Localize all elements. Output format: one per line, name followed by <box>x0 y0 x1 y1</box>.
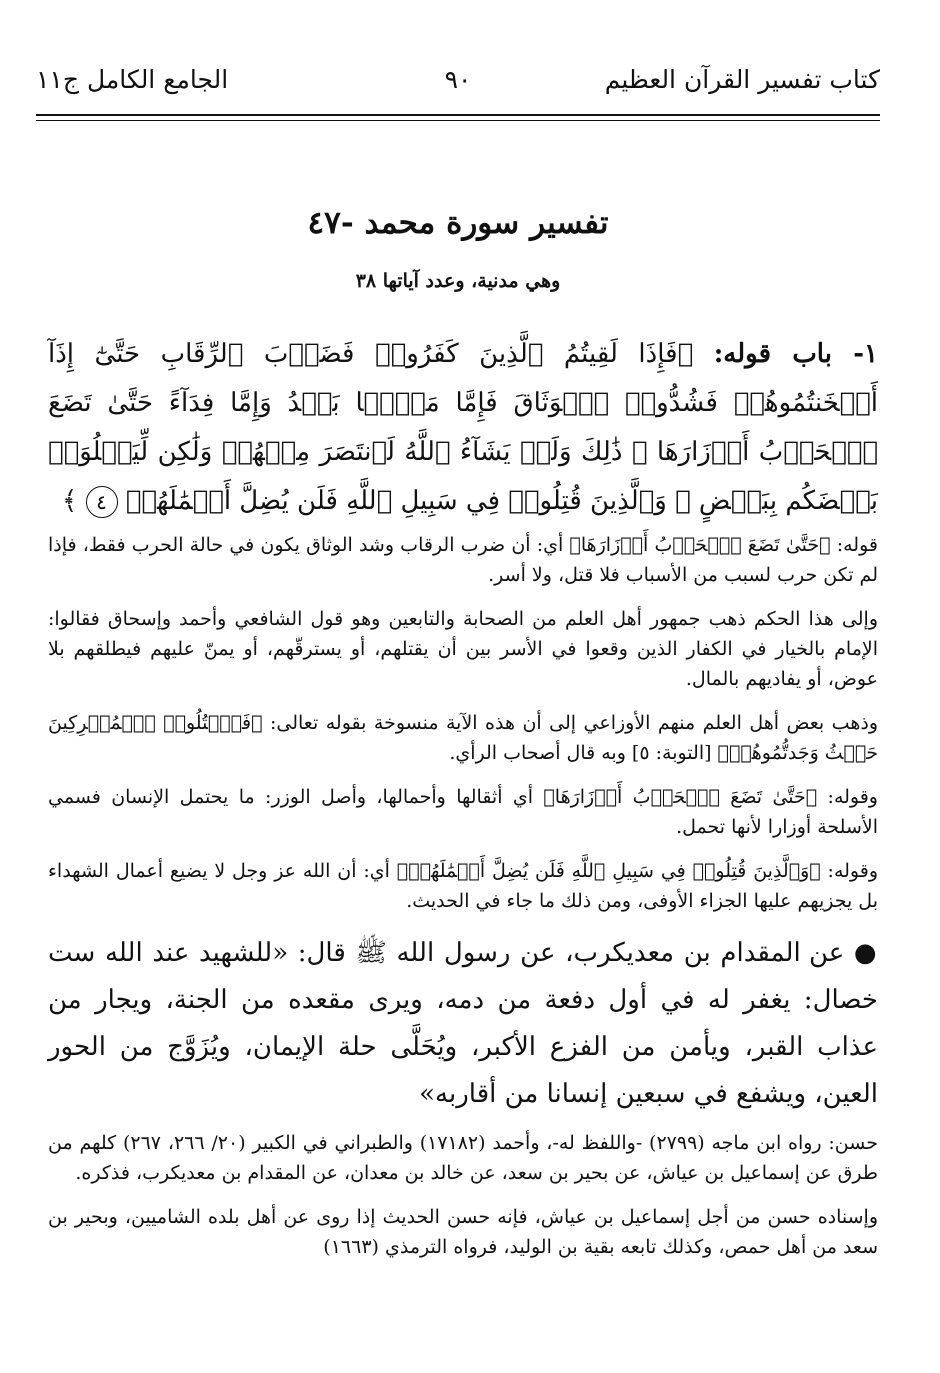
book-title: كتاب تفسير القرآن العظيم <box>604 65 880 94</box>
commentary-paragraph: وقوله: ﴿حَتَّىٰ تَضَعَ ٱلۡحَرۡبُ أَوۡزَارَهَا﴾ أي أثقالها وأحمالها، وأصل الوزر: ما يحتمل الإنسان فسمي الأسلحة أوزارا لأنها تحمل. <box>48 786 878 838</box>
section-heading: ١- باب قوله: <box>713 339 879 369</box>
volume-label: الجامع الكامل ج١١ <box>36 65 229 94</box>
commentary-paragraph: وذهب بعض أهل العلم منهم الأوزاعي إلى أن هذه الآية منسوخة بقوله تعالى: ﴿فَٱقۡتُلُوا۟ ٱلۡمُشۡرِكِينَ حَيۡثُ وَجَدتُّمُوهُمۡ﴾ [التوبة: ٥] وبه قال أصحاب الرأي. <box>48 712 878 764</box>
page-body <box>48 330 878 1276</box>
chapter-title: تفسير سورة محمد -٤٧ <box>307 205 609 241</box>
takhrij-note: وإسناده حسن من أجل إسماعيل بن عياش، فإنه حسن الحديث إذا روى عن أهل بلده الشاميين، وبحير بن سعد من أهل حمص، وكذلك تابعه بقية بن الوليد، فرواه الترمذي (١٦٦٣) <box>48 1206 878 1258</box>
header-rule-thin <box>36 120 880 121</box>
section-verse <box>48 330 878 526</box>
hadith-text <box>48 930 878 1118</box>
quran-verse: ﴿فَإِذَا لَقِيتُمُ ٱلَّذِينَ كَفَرُوا۟ فَضَرۡبَ ٱلرِّقَابِ حَتَّىٰٓ إِذَآ أَثۡخَنتُمُوهُمۡ فَشُدُّوا۟ ٱلۡوَثَاقَ فَإِمَّا مَنَّۢا بَعۡدُ وَإِمَّا فِدَآءً حَتَّىٰ تَضَعَ ٱلۡحَرۡبُ أَوۡزَارَهَا ۚ ذَٰلِكَ وَلَوۡ يَشَآءُ ٱللَّهُ لَٱنتَصَرَ مِنۡهُمۡ وَلَٰكِن لِّيَبۡلُوَا۟ بَعۡضَكُم بِبَعۡضٍ ۗ وَٱلَّذِينَ قُتِلُوا۟ فِي سَبِيلِ ٱللَّهِ فَلَن يُضِلَّ أَعۡمَٰلَهُمۡ <box>48 339 878 516</box>
commentary-paragraph: وإلى هذا الحكم ذهب جمهور أهل العلم من الصحابة والتابعين وهو قول الشافعي وأحمد وإسحاق فقالوا: الإمام بالخيار في الكفار الذين وقعوا في الأسر بين أن يقتلهم، أو يسترقّهم، أو يمنّ عليهم فيطلقهم بلا عوض، أو يفاديهم بالمال. <box>48 608 878 690</box>
chapter-subtitle: وهي مدنية، وعدد آياتها ٣٨ <box>355 270 561 292</box>
commentary-paragraph: وقوله: ﴿وَٱلَّذِينَ قُتِلُوا۟ فِي سَبِيلِ ٱللَّهِ فَلَن يُضِلَّ أَعۡمَٰلَهُمۡ﴾ أي: أن الله عز وجل لا يضيع أعمال الشهداء بل يجزيهم عليها الجزاء الأوفى، ومن ذلك ما جاء في الحديث. <box>48 860 878 912</box>
hadith-body: عن المقدام بن معديكرب، عن رسول الله ﷺ قال: «للشهيد عند الله ست خصال: يغفر له في أول دفعة من دمه، ويرى مقعده من الجنة، ويجار من عذاب القبر، ويأمن من الفزع الأكبر، ويُحَلَّى حلة الإيمان، ويُزَوَّج من الحور العين، ويشفع في سبعين إنسانا من أقاربه» <box>48 938 878 1109</box>
header-rule-thick <box>36 114 880 116</box>
commentary-paragraph: قوله: ﴿حَتَّىٰ تَضَعَ ٱلۡحَرۡبُ أَوۡزَارَهَا﴾ أي: أن ضرب الرقاب وشد الوثاق يكون في حالة الحرب فقط، فإذا لم تكن حرب لسبب من الأسباب فلا قتل، ولا أسر. <box>48 534 878 586</box>
ayah-number-marker: ٤ <box>86 486 118 518</box>
running-header <box>36 52 880 108</box>
verse-close-bracket: ﴾ <box>62 486 78 516</box>
bullet-icon: ● <box>853 938 879 968</box>
takhrij-note: حسن: رواه ابن ماجه (٢٧٩٩) -واللفظ له-، وأحمد (١٧١٨٢) والطبراني في الكبير (٢٠/ ٢٦٦، ٢٦٧) كلهم من طرق عن إسماعيل بن عياش، عن بحير بن سعد، عن خالد بن معدان، عن المقدام بن معديكرب، فذكره. <box>48 1132 878 1184</box>
page-number: ٩٠ <box>444 65 472 94</box>
